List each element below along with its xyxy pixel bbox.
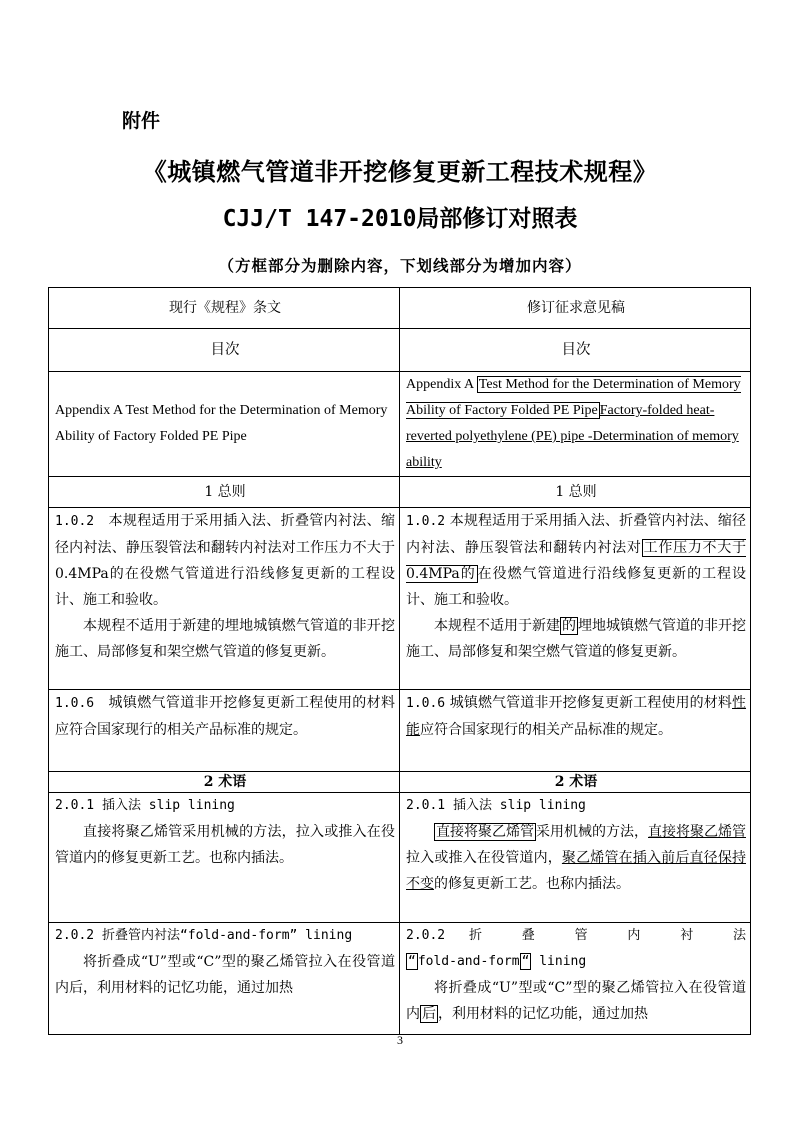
clause-heading: 2.0.2 折叠管内衬法“fold-and-form” lining (55, 928, 353, 943)
clause-heading: 2.0.1 插入法 slip lining (406, 798, 586, 813)
clause-2-0-1-row (49, 793, 751, 923)
section-1-left: 1 总则 (49, 477, 400, 508)
col-header-current: 现行《规程》条文 (49, 288, 400, 329)
clause-2-0-2-row (49, 923, 751, 1035)
clause-1-0-6-left (49, 690, 400, 772)
appendix-row (49, 372, 751, 477)
clause-heading: fold-and-form (417, 954, 520, 969)
added-text: Factory-folded heat-reverted polyethylene (PE) pipe -Determination of memory ability (406, 403, 739, 470)
clause-text: 城镇燃气管道非开挖修复更新工程使用的材料应符合国家现行的相关产品标准的规定。 (55, 695, 395, 738)
section-2-row (49, 772, 751, 793)
section-1-row (49, 477, 751, 508)
clause-text: 埋地城镇燃气管道的非开挖施工、局部修复和架空燃气管道的修复更新。 (406, 618, 746, 660)
section-1-right: 1 总则 (400, 477, 751, 508)
appendix-right (400, 372, 751, 477)
clause-text: 在役燃气管道进行沿线修复更新的工程设计、施工和验收。 (406, 566, 746, 608)
clause-2-0-2-left (49, 923, 400, 1035)
document-title: 《城镇燃气管道非开挖修复更新工程技术规程》 (142, 158, 658, 186)
attachment-label: 附件 (122, 110, 161, 132)
added-text: 聚乙烯管在插入前后直径保持不变 (406, 850, 747, 892)
clause-1-0-2-right (400, 508, 751, 690)
section-2-right: 2 术语 (400, 772, 751, 793)
comparison-table (48, 287, 751, 1035)
document-subtitle: CJJ/T 147-2010局部修订对照表 (222, 206, 578, 232)
clause-heading: 2.0.1 插入法 slip lining (55, 798, 235, 813)
appendix-left: Appendix A Test Method for the Determination of Memory Ability of Factory Folded PE Pipe (49, 372, 400, 477)
deleted-text: 直接将聚乙烯管 (436, 824, 534, 840)
added-text: 性能 (406, 695, 747, 738)
clause-1-0-6-right (400, 690, 751, 772)
legend-note: （方框部分为删除内容，下划线部分为增加内容） (218, 257, 582, 275)
clause-text: 本规程适用于采用插入法、折叠管内衬法、缩径内衬法、静压裂管法和翻转内衬法对工作压力不大于0.4MPa的在役燃气管道进行沿线修复更新的工程设计、施工和验收。 (55, 513, 395, 608)
toc-right: 目次 (400, 329, 751, 372)
deleted-text: Test Method for the Determination of Memory Ability of Factory Folded PE Pipe (406, 377, 741, 418)
clause-text: 本规程不适用于新建的埋地城镇燃气管道的非开挖施工、局部修复和架空燃气管道的修复更新。 (55, 618, 395, 660)
clause-number: 1.0.6 (55, 696, 95, 711)
clause-number: 1.0.2 (406, 514, 446, 529)
clause-2-0-2-right (400, 923, 751, 1035)
clause-1-0-2-left (49, 508, 400, 690)
clause-text: 本规程适用于采用插入法、折叠管内衬法、缩径内衬法、静压裂管法和翻转内衬法对 (406, 513, 747, 556)
page-number: 3 (397, 1033, 403, 1047)
clause-number: 1.0.6 (406, 696, 446, 711)
added-text: 直接将聚乙烯管 (648, 824, 746, 840)
toc-row (49, 329, 751, 372)
clause-text: 将折叠成“U”型或“C”型的聚乙烯管拉入在役管道内 (406, 980, 746, 1022)
clause-2-0-1-right (400, 793, 751, 923)
clause-text: 将折叠成“U”型或“C”型的聚乙烯管拉入在役管道内后，利用材料的记忆功能，通过加热 (55, 954, 395, 996)
col-header-revision: 修订征求意见稿 (400, 288, 751, 329)
clause-2-0-1-left (49, 793, 400, 923)
clause-text: 城镇燃气管道非开挖修复更新工程使用的材料 (449, 695, 733, 711)
toc-left: 目次 (49, 329, 400, 372)
clause-text: 直接将聚乙烯管采用机械的方法，拉入或推入在役管道内的修复更新工艺。也称内插法。 (55, 824, 395, 866)
clause-text: 的修复更新工艺。也称内插法。 (434, 876, 630, 892)
deleted-text: “ (521, 954, 530, 969)
clause-text: 应符合国家现行的相关产品标准的规定。 (420, 722, 672, 738)
table-header-row (49, 288, 751, 329)
deleted-text: “ (408, 954, 416, 969)
section-2-left: 2 术语 (49, 772, 400, 793)
clause-text: 本规程不适用于新建 (434, 618, 560, 634)
clause-heading: 2.0.2 折 叠 管 内 衬 法 (406, 928, 746, 943)
deleted-text: 后 (422, 1006, 436, 1022)
clause-text: 采用机械的方法， (536, 824, 648, 840)
clause-1-0-6-row (49, 690, 751, 772)
deleted-text: 的 (562, 618, 576, 634)
clause-1-0-2-row (49, 508, 751, 690)
clause-heading: lining (531, 954, 587, 969)
clause-text: 拉入或推入在役管道内， (406, 850, 562, 866)
clause-text: ，利用材料的记忆功能，通过加热 (438, 1006, 648, 1022)
appendix-right-prefix: Appendix A (406, 377, 477, 392)
deleted-text: 工作压力不大于0.4MPa的 (406, 540, 747, 582)
clause-number: 1.0.2 (55, 514, 95, 529)
